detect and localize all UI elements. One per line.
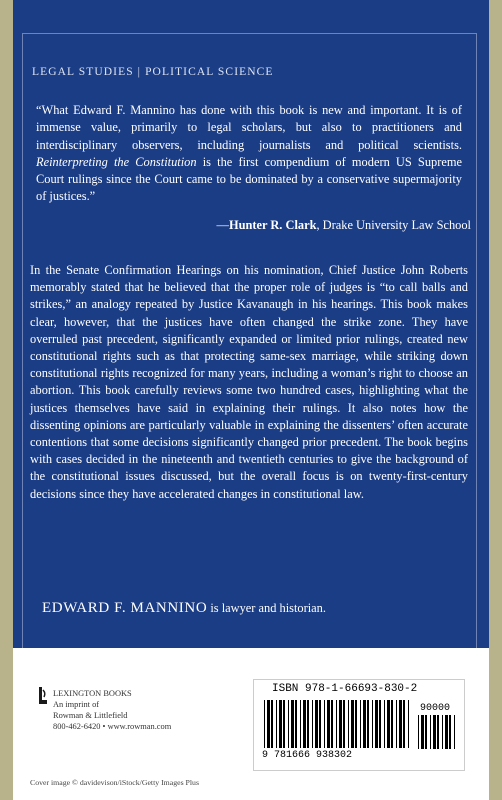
author-name: EDWARD F. MANNINO [42, 600, 208, 616]
author-bio [42, 600, 326, 617]
quote-text-end: is the first compendium of modern US Supreme Court rulings since the Court came to be dominated by a conservative supermajority of justices.” [36, 154, 462, 204]
publisher-strip [13, 648, 489, 800]
publisher-line: An imprint of [53, 700, 100, 709]
lexington-books-logo-icon [37, 685, 49, 707]
price-code: 90000 [420, 703, 451, 714]
category-label: LEGAL STUDIES | POLITICAL SCIENCE [32, 66, 274, 78]
publisher-line: 800-462-6420 • www.rowman.com [53, 722, 172, 731]
cover-image-credit: Cover image © davidevison/iStock/Getty Images Plus [30, 778, 199, 787]
barcode-digits: 9 781666 938302 [262, 750, 353, 761]
barcode-bars-price [417, 715, 459, 749]
book-description: In the Senate Confirmation Hearings on his nomination, Chief Justice John Roberts memorably stated that he believed that the proper role of judges is “to call balls and strikes,” an analogy repeated by Justice Kavanaugh in his hearings. This book makes clear, however, that the justices have often changed the strike zone. They have overruled past precedent, significantly expanded or limited prior rulings, created new constitutional rights such as that protecting same-sex marriage, while striking down constitutional rights recognized for many years, including a woman’s right to choose an abortion. This book carefully reviews some two hundred cases, highlighting what the justices themselves have said in explaining their rulings. It also notes how the dissenting opinions are particularly valuable in explaining the dissenters’ often accurate contentions that some decisions significantly changed prior precedent. The book begins with cases decided in the nineteenth and twentieth centuries to give the background of the constitutional issues discussed, but the overall focus is on twenty-first-century decisions since they have accelerated changes in constitutional law. [30, 263, 468, 501]
author-bio-text: is lawyer and historian. [207, 601, 326, 615]
quote-text-start: “What Edward F. Mannino has done with this book is new and important. It is of immense value, primarily to legal scholars, but also to practitioners and interdisciplinary observers, including journalists and political scientists. [36, 103, 462, 152]
attribution-affiliation: , Drake University Law School [316, 218, 471, 232]
attribution-name: Hunter R. Clark [228, 218, 317, 232]
quote-attribution [217, 218, 471, 233]
endorsement-quote [36, 102, 462, 206]
barcode-bars-main [263, 700, 413, 748]
attribution-dash: — [216, 218, 229, 232]
book-title-italic: Reinterpreting the Constitution [36, 154, 197, 169]
isbn-label: ISBN 978-1-66693-830-2 [272, 683, 418, 695]
publisher-line: LEXINGTON BOOKS [53, 689, 132, 698]
publisher-info [53, 688, 171, 732]
back-cover [13, 0, 489, 800]
isbn-barcode [253, 679, 465, 771]
publisher-line: Rowman & Littlefield [53, 711, 128, 720]
